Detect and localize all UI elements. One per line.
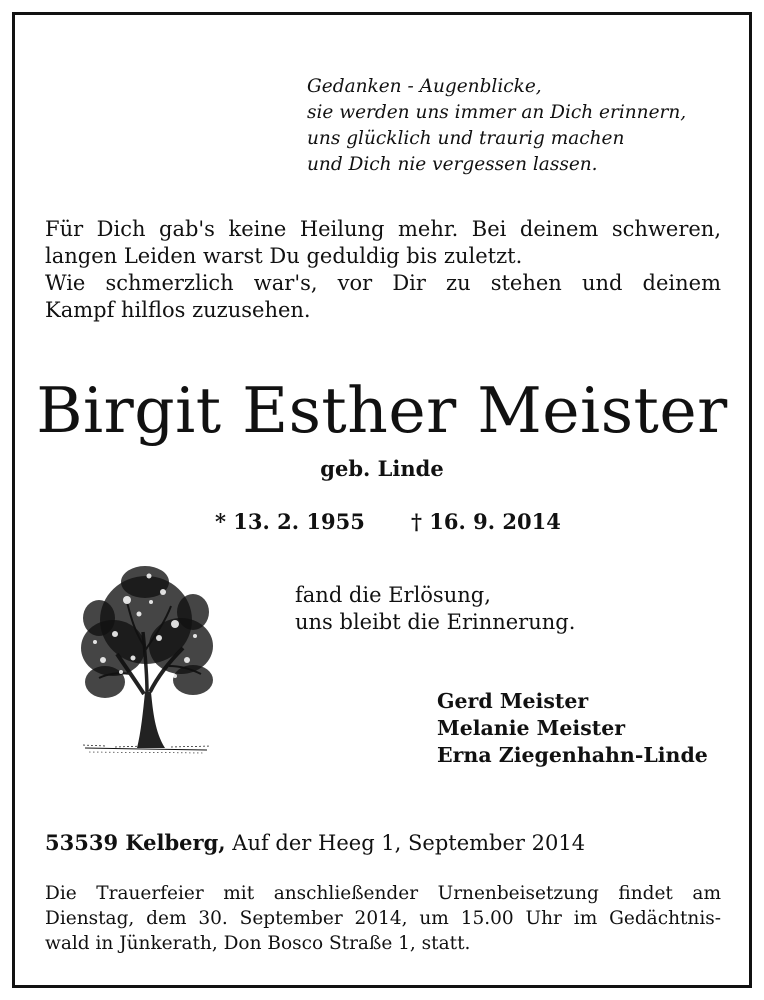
birth-date: * 13. 2. 1955 bbox=[215, 509, 365, 534]
mourners-list bbox=[437, 688, 708, 769]
service-notice bbox=[45, 881, 721, 956]
poem-line: Gedanken - Augenblicke, bbox=[307, 76, 542, 97]
intro-line: Für Dich gab's keine Heilung mehr. Bei deinem schweren, bbox=[45, 217, 721, 241]
intro-text bbox=[45, 216, 721, 324]
tree-icon bbox=[75, 562, 217, 758]
life-dates bbox=[215, 508, 561, 536]
mourner-name: Melanie Meister bbox=[437, 716, 626, 740]
intro-line: langen Leiden warst Du geduldig bis zuletzt. bbox=[45, 244, 523, 268]
service-line: Dienstag, dem 30. September 2014, um 15.00 Uhr im Gedächtnis- bbox=[45, 908, 721, 929]
mourner-name: Gerd Meister bbox=[437, 689, 589, 713]
postal-city: 53539 Kelberg, bbox=[45, 830, 226, 855]
memorial-poem bbox=[307, 74, 737, 178]
intro-line: Kampf hilflos zuzusehen. bbox=[45, 298, 311, 322]
redemption-line: fand die Erlösung, bbox=[295, 583, 491, 607]
redemption-text bbox=[295, 582, 575, 636]
deceased-name: Birgit Esther Meister bbox=[36, 374, 728, 447]
redemption-line: uns bleibt die Erinnerung. bbox=[295, 610, 576, 634]
service-line: wald in Jünkerath, Don Bosco Straße 1, statt. bbox=[45, 933, 471, 954]
place-and-date bbox=[45, 829, 585, 857]
death-date: † 16. 9. 2014 bbox=[411, 509, 561, 534]
poem-line: sie werden uns immer an Dich erinnern, bbox=[307, 102, 687, 123]
obituary-notice bbox=[12, 12, 752, 988]
intro-line: Wie schmerzlich war's, vor Dir zu stehen und deinem bbox=[45, 271, 721, 295]
poem-line: und Dich nie vergessen lassen. bbox=[307, 154, 598, 175]
mourner-name: Erna Ziegenhahn-Linde bbox=[437, 743, 708, 767]
address-date: Auf der Heeg 1, September 2014 bbox=[232, 831, 586, 855]
maiden-name: geb. Linde bbox=[320, 456, 444, 481]
service-line: Die Trauerfeier mit anschließender Urnenbeisetzung findet am bbox=[45, 883, 721, 904]
poem-line: uns glücklich und traurig machen bbox=[307, 128, 625, 149]
